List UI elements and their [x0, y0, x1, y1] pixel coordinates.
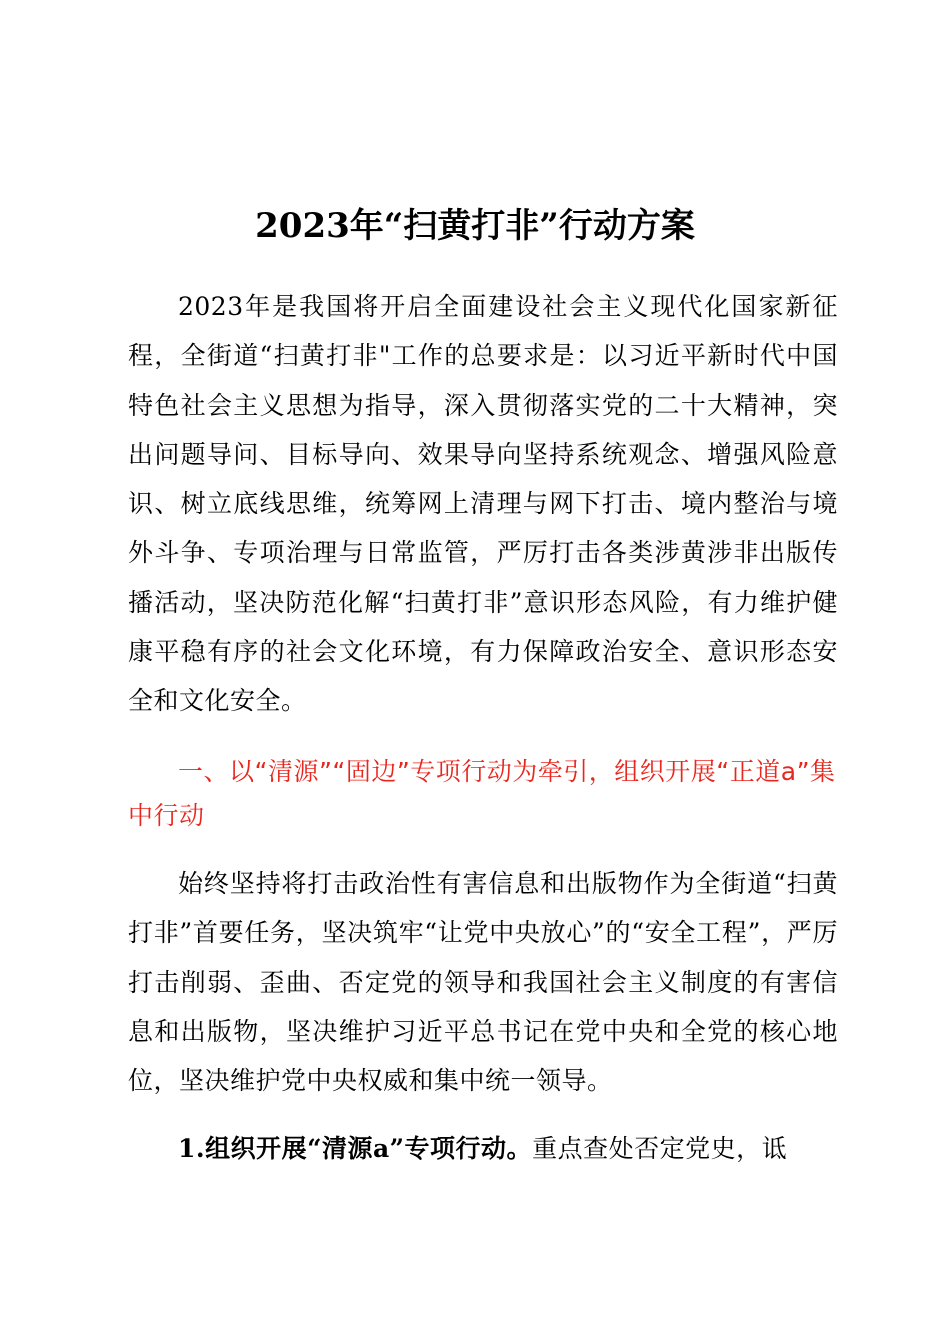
item-1-lead: 1.组织开展“清源a”专项行动。 [178, 1134, 533, 1163]
item-1-text: 重点查处否定党史，诋 [532, 1134, 788, 1163]
intro-paragraph: 2023年是我国将开启全面建设社会主义现代化国家新征程，全街道“扫黄打非"工作的总要求是：以习近平新时代中国特色社会主义思想为指导，深入贯彻落实党的二十大精神，突出问题导问、目标导向、效果导向坚持系统观念、增强风险意识、树立底线思维，统筹网上清理与网下打击、境内整治与境外斗争、专项治理与日常监管，严厉打击各类涉黄涉非出版传播活动，坚决防范化解“扫黄打非”意识形态风险，有力维护健康平稳有序的社会文化环境，有力保障政治安全、意识形态安全和文化安全。 [128, 292, 838, 716]
section-1-heading: 一、以“清源”“固边”专项行动为牵引，组织开展“正道a”集中行动 [128, 757, 836, 830]
document-title: 2023年“扫黄打非”行动方案 [255, 206, 695, 246]
item-1-paragraph [128, 1124, 838, 1173]
section-1-paragraph: 始终坚持将打击政治性有害信息和出版物作为全街道“扫黄打非”首要任务，坚决筑牢“让党中央放心”的“安全工程”，严厉打击削弱、歪曲、否定党的领导和我国社会主义制度的有害信息和出版物，坚决维护习近平总书记在党中央和全党的核心地位，坚决维护党中央权威和集中统一领导。 [128, 869, 838, 1096]
